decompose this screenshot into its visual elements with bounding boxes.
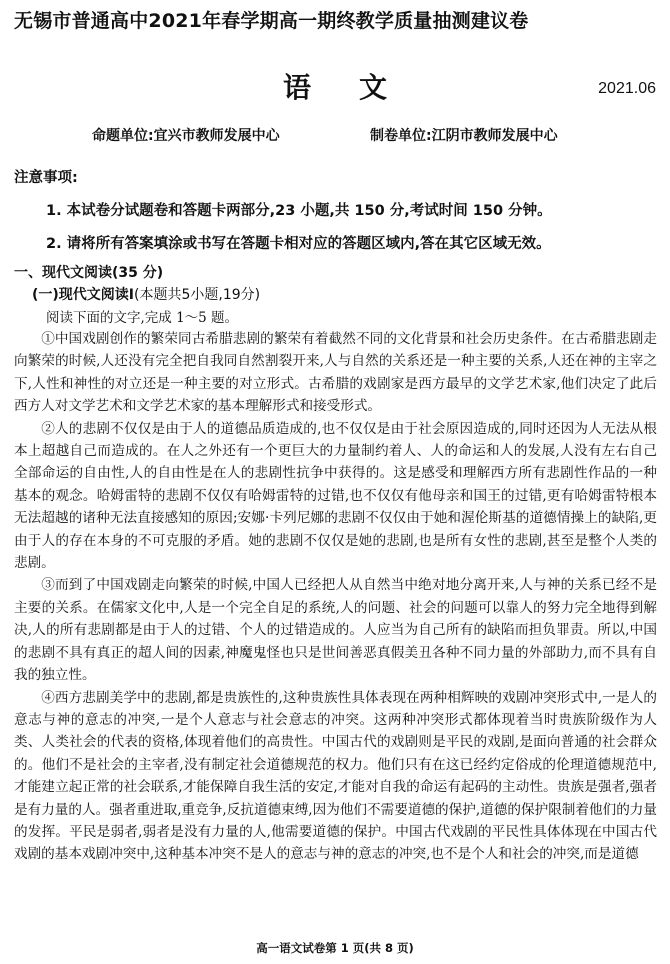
page-footer: 高一语文试卷第 1 页(共 8 页) bbox=[256, 941, 414, 955]
notice-item-2: 2. 请将所有答案填涂或书写在答题卡相对应的答题区域内,答在其它区域无效。 bbox=[46, 236, 551, 252]
proposing-unit: 命题单位:宜兴市教师发展中心 bbox=[92, 128, 280, 144]
subject-title: 语文 bbox=[282, 71, 435, 104]
passage-paragraph-3: ③而到了中国戏剧走向繁荣的时候,中国人已经把人从自然当中绝对地分离开来,人与神的关系已经不是主要的关系。在儒家文化中,人是一个完全自足的系统,人的问题、社会的问题可以靠人的努力完全地得到解决,人的所有悲剧都是由于人的过错、个人的过错造成的。人应当为自己所有的缺陷而担负罪责。所以,中国的悲剧不具有真正的超人间的因素,神魔鬼怪也只是世间善恶真假美丑各种不同力量的外部助力,而不具有自我的独立性。 bbox=[14, 577, 657, 684]
notice-heading: 注意事项: bbox=[14, 170, 78, 186]
passage-paragraph-4: ④西方悲剧美学中的悲剧,都是贵族性的,这种贵族性具体表现在两种相辉映的戏剧冲突形式中,一是人的意志与神的意志的冲突,一是个人意志与社会意志的冲突。这两种冲突形式都体现着当时贵族阶级作为人类、人类社会的代表的资格,体现着他们的高贵性。中国古代的戏剧则是平民的戏剧,是面向普通的社会群众的。他们不是社会的主宰者,没有制定社会道德规范的权力。他们只有在这已经约定俗成的伦理道德规范中,才能建立起正常的社会联系,才能保障自我生活的安定,才能对自我的命运有起码的主动性。贵族是强者,强者是有力量的人。强者重进取,重竞争,反抗道德束缚,因为他们不需要道德的保护,道德的保护限制着他们的力量的发挥。平民是弱者,弱者是没有力量的人,他需要道德的保护。中国古代戏剧的平民性具体体现在中国古代戏剧的基本戏剧冲突中,这种基本冲突不是人的意志与神的意志的冲突,也不是个人和社会的冲突,而是道德 bbox=[14, 689, 657, 863]
notice-item-1: 1. 本试卷分试题卷和答题卡两部分,23 小题,共 150 分,考试时间 150 分钟。 bbox=[46, 203, 552, 219]
exam-date: 2021.06 bbox=[598, 80, 656, 97]
section-heading: 一、现代文阅读(35 分) bbox=[14, 265, 164, 281]
subsection-title: (一)现代文阅读Ⅰ bbox=[32, 287, 135, 303]
subsection-heading bbox=[32, 284, 260, 304]
passage-paragraph-2: ②人的悲剧不仅仅是由于人的道德品质造成的,也不仅仅是由于社会原因造成的,同时还因为人无法从根本上超越自己而造成的。在人之外还有一个更巨大的力量制约着人、人的命运和人的发展,人没有左右自己全部命运的自由性,人的自由性是在人的悲剧性抗争中获得的。这是感受和理解西方所有悲剧性作品的一种基本的观念。哈姆雷特的悲剧不仅仅有哈姆雷特的过错,也不仅仅有他母亲和国王的过错,更有哈姆雷特根本无法超越的诸种无法直接感知的原因;安娜·卡列尼娜的悲剧不仅仅由于她和渥伦斯基的道德情操上的缺陷,更由于人的存在本身的不可克服的矛盾。她的悲剧不仅仅是她的悲剧,也是所有女性的悲剧,甚至是整个人类的悲剧。 bbox=[14, 420, 657, 572]
reading-instruction: 阅读下面的文字,完成 1～5 题。 bbox=[46, 310, 239, 326]
producing-unit: 制卷单位:江阴市教师发展中心 bbox=[370, 128, 558, 144]
reading-passage bbox=[14, 328, 657, 866]
exam-title: 无锡市普通高中2021年春学期高一期终教学质量抽测建议卷 bbox=[14, 10, 529, 32]
passage-paragraph-1: ①中国戏剧创作的繁荣同古希腊悲剧的繁荣有着截然不同的文化背景和社会历史条件。在古希腊悲剧走向繁荣的时候,人还没有完全把自我同自然割裂开来,人与自然的关系还是一种主要的关系,人还在神的主宰之下,人性和神性的对立还是一种主要的对立形式。古希腊的戏剧家是西方最早的文学艺术家,他们决定了此后西方人对文学艺术和文学艺术家的基本理解形式和接受形式。 bbox=[14, 331, 657, 415]
subsection-note: (本题共5小题,19分) bbox=[134, 287, 261, 303]
